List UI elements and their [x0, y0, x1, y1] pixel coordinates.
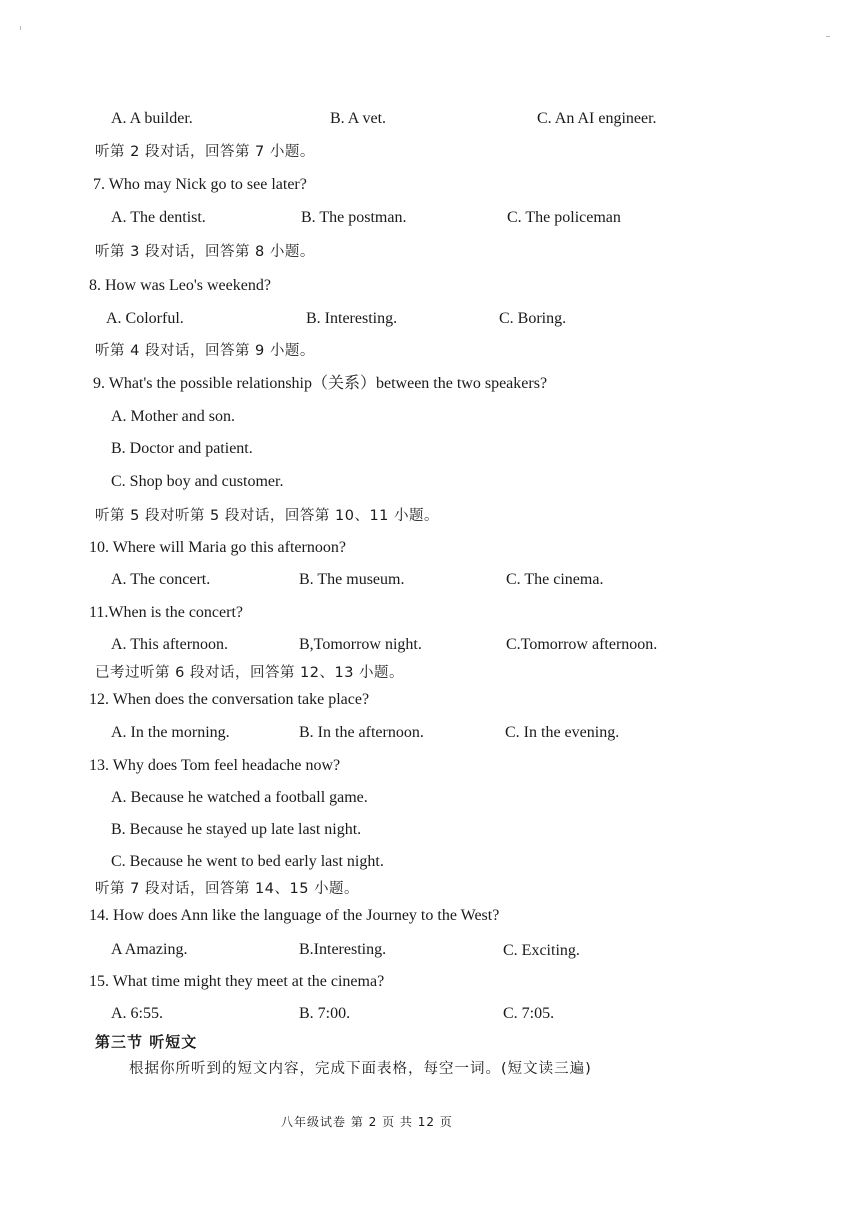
text-line: 14. How does Ann like the language of the Journey to the West? — [89, 907, 500, 924]
text-line: 听第 4 段对话，回答第 9 小题。 — [95, 343, 315, 359]
text-line: B. The museum. — [299, 571, 405, 588]
text-line: 13. Why does Tom feel headache now? — [89, 757, 341, 774]
text-line: C. Shop boy and customer. — [111, 473, 284, 490]
text-line: C. The policeman — [507, 209, 621, 226]
text-line: 第三节 听短文 — [95, 1033, 198, 1051]
text-line: A. The concert. — [111, 571, 211, 588]
text-line: B. A vet. — [330, 110, 387, 127]
text-line: A. A builder. — [111, 110, 193, 127]
text-line: C. 7:05. — [503, 1005, 555, 1022]
text-line: 10. Where will Maria go this afternoon? — [89, 539, 346, 556]
text-line: A. 6:55. — [111, 1005, 163, 1022]
text-line: C.Tomorrow afternoon. — [506, 636, 658, 653]
text-line: B. Doctor and patient. — [111, 440, 253, 457]
text-line: C. In the evening. — [505, 724, 620, 741]
text-line: B. Interesting. — [306, 310, 398, 327]
text-line: B. In the afternoon. — [299, 724, 424, 741]
text-line: 11.When is the concert? — [89, 604, 244, 621]
text-line: A. This afternoon. — [111, 636, 229, 653]
text-line: A. Mother and son. — [111, 408, 235, 425]
text-line: C. An AI engineer. — [537, 110, 657, 127]
text-line: 7. Who may Nick go to see later? — [93, 176, 307, 193]
scan-mark — [20, 26, 21, 30]
text-line: 已考过听第 6 段对话，回答第 12、13 小题。 — [95, 665, 405, 681]
text-line: 15. What time might they meet at the cinema? — [89, 973, 385, 990]
text-line: 听第 2 段对话，回答第 7 小题。 — [95, 144, 315, 160]
text-line: 听第 3 段对话，回答第 8 小题。 — [95, 244, 315, 260]
text-line: 12. When does the conversation take place? — [89, 691, 370, 708]
text-line: A. Because he watched a football game. — [111, 789, 368, 806]
text-line: B. Because he stayed up late last night. — [111, 821, 362, 838]
text-line: B. The postman. — [301, 209, 407, 226]
text-line: B. 7:00. — [299, 1005, 351, 1022]
text-line: 8. How was Leo's weekend? — [89, 277, 271, 294]
text-line: C. Exciting. — [503, 942, 580, 959]
text-line: 听第 7 段对话，回答第 14、15 小题。 — [95, 881, 360, 897]
text-line: A. Colorful. — [106, 310, 184, 327]
text-line: A. In the morning. — [111, 724, 230, 741]
text-line: B,Tomorrow night. — [299, 636, 422, 653]
text-line: 根据你所听到的短文内容，完成下面表格，每空一词。(短文读三遍) — [129, 1061, 592, 1077]
text-line: B.Interesting. — [299, 941, 387, 958]
text-line: 9. What's the possible relationship（关系）between the two speakers? — [93, 375, 548, 392]
text-line: A. The dentist. — [111, 209, 206, 226]
scan-mark — [826, 36, 830, 37]
text-line: 八年级试卷 第 2 页 共 12 页 — [281, 1115, 453, 1129]
text-line: C. Boring. — [499, 310, 567, 327]
text-line: 听第 5 段对听第 5 段对话，回答第 10、11 小题。 — [95, 508, 440, 524]
text-line: C. The cinema. — [506, 571, 604, 588]
text-line: A Amazing. — [111, 941, 188, 958]
text-line: C. Because he went to bed early last night. — [111, 853, 384, 870]
